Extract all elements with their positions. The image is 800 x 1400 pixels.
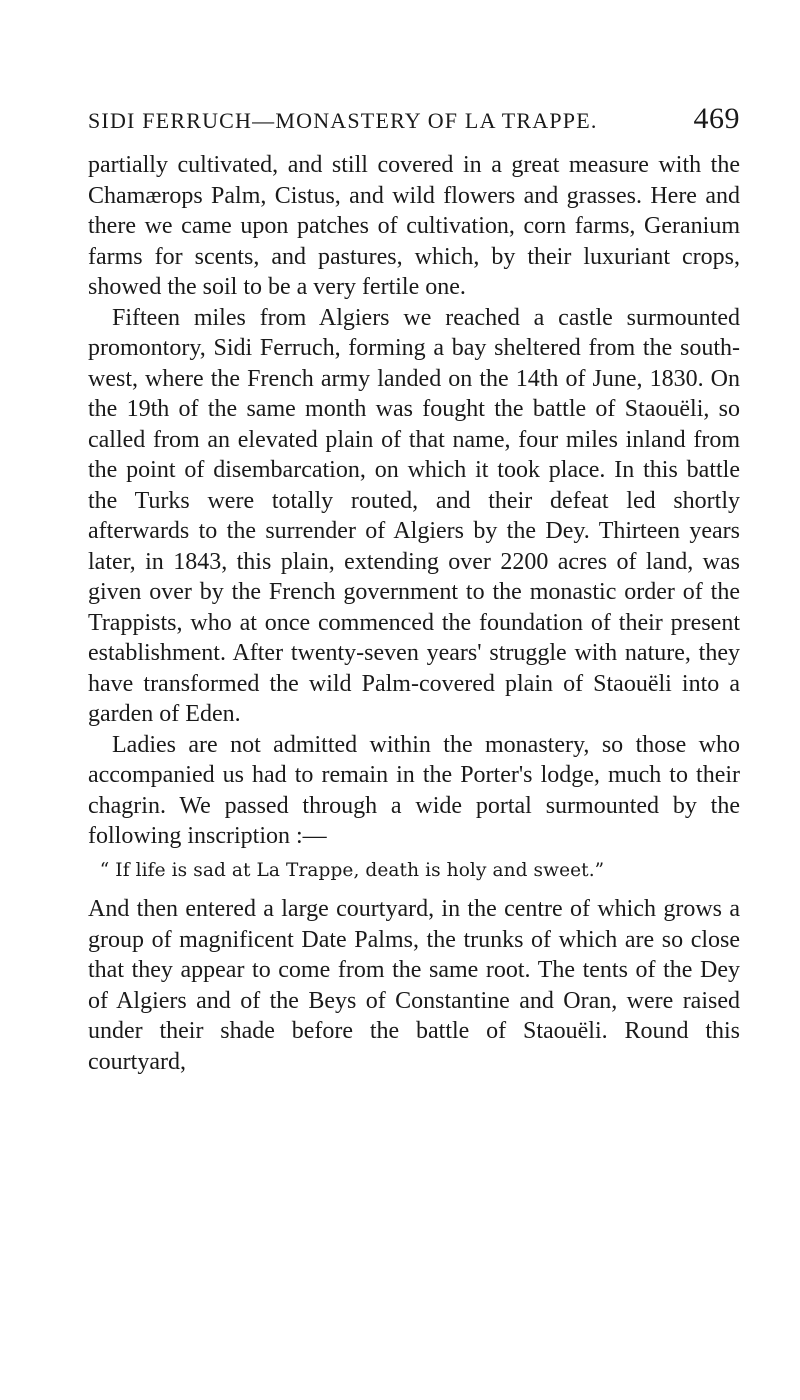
page-number: 469 (693, 102, 740, 135)
body-text (88, 150, 740, 1077)
paragraph-1: partially cultivated, and still covered in a great measure with the Chamærops Palm, Cistus, and wild flowers and grasses. Here and there we came upon patches of cultivation, corn farms, Geranium farms for scents, and pastures, which, by their luxuriant crops, showed the soil to be a very fertile one. (88, 152, 740, 300)
paragraph-2: Fifteen miles from Algiers we reached a castle surmounted promontory, Sidi Ferruch, forming a bay sheltered from the south-west, where the French army landed on the 14th of June, 1830. On the 19th of the same month was fought the battle of Staouëli, so called from an elevated plain of that name, four miles inland from the point of disembarcation, on which it took place. In this battle the Turks were totally routed, and their defeat led shortly afterwards to the surrender of Algiers by the Dey. Thirteen years later, in 1843, this plain, extending over 2200 acres of land, was given over by the French government to the monastic order of the Trappists, who at once commenced the foundation of their present establishment. After twenty-seven years' struggle with nature, they have transformed the wild Palm-covered plain of Staouëli into a garden of Eden. (88, 304, 740, 727)
paragraph-4: And then entered a large courtyard, in the centre of which grows a group of magnificent Date Palms, the trunks of which are so close that they appear to come from the same root. The tents of the Dey of Algiers and of the Beys of Constantine and Oran, were raised under their shade before the battle of Staouëli. Round this courtyard, (88, 896, 740, 1075)
running-head-title: SIDI FERRUCH—MONASTERY OF LA TRAPPE. (88, 108, 598, 133)
paragraph-3: Ladies are not admitted within the monastery, so those who accompanied us had to remain in the Porter's lodge, much to their chagrin. We passed through a wide portal surmounted by the following inscription :— (88, 731, 740, 849)
running-head (88, 102, 740, 136)
inscription-quote: “ If life is sad at La Trappe, death is holy and sweet.” (99, 859, 605, 881)
